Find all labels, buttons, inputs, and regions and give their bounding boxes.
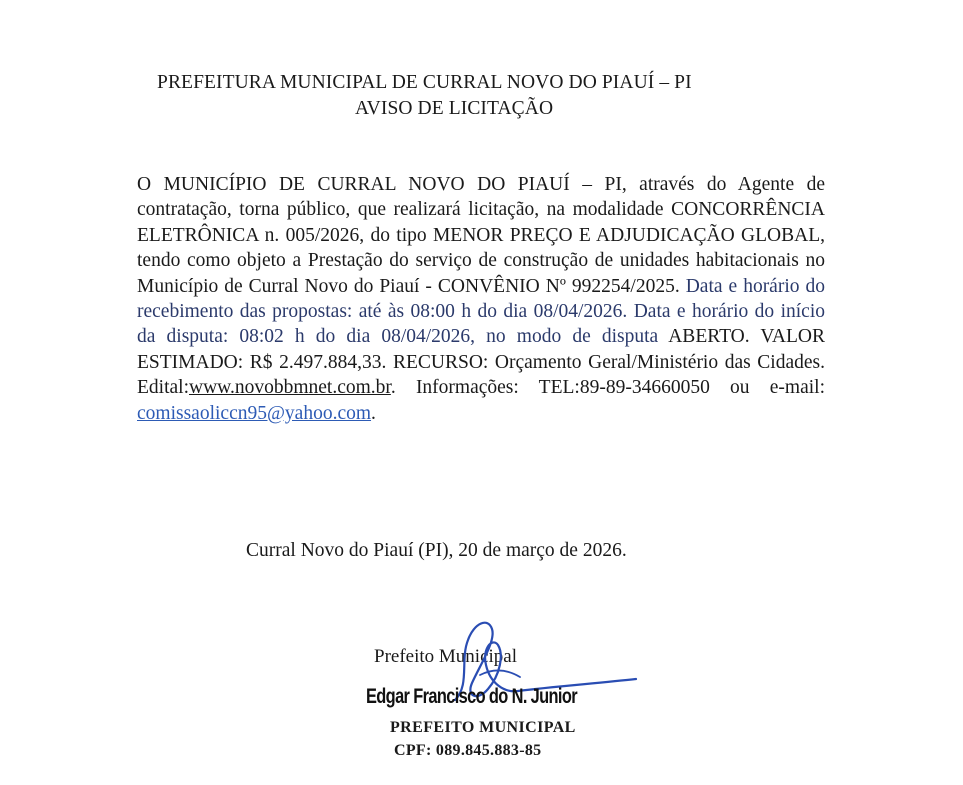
notice-body bbox=[137, 172, 825, 426]
signatory-cpf: CPF: 089.845.883-85 bbox=[394, 742, 542, 759]
signatory-title: Prefeito Municipal bbox=[374, 646, 517, 667]
issuer-title: PREFEITURA MUNICIPAL DE CURRAL NOVO DO PIAUÍ – PI bbox=[157, 72, 692, 93]
signatory-role: PREFEITO MUNICIPAL bbox=[390, 719, 576, 736]
notice-body-contact: . Informações: TEL:89-89-34660050 ou e-mail: bbox=[390, 377, 825, 399]
date-location: Curral Novo do Piauí (PI), 20 de março de 2026. bbox=[246, 540, 627, 561]
notice-body-intro: O MUNICÍPIO DE CURRAL NOVO DO PIAUÍ – PI, através do Agente de contratação, torna público, que realizará licitação, na modalidade CONCORRÊNCIA ELETRÔNICA n. 005/2026, do tipo MENOR PREÇO E ADJUDICAÇÃO GLOBAL, tendo como objeto a Prestação do serviço de construção de unidades habitacionais no Município de Curral Novo do Piauí - CONVÊNIO Nº 992254/2025. bbox=[137, 174, 825, 297]
email-link[interactable]: comissaoliccn95@yahoo.com bbox=[137, 402, 372, 424]
notice-body-dates: Data e horário do recebimento das propostas: até às 08:00 h do dia 08/04/2026. Data e horário do início da disputa: 08:02 h do dia 08/04/2026, no modo de disputa bbox=[137, 275, 826, 348]
notice-body-end: . bbox=[371, 402, 376, 424]
notice-body-values: ABERTO. VALOR ESTIMADO: R$ 2.497.884,33. RECURSO: Orçamento Geral/Ministério das Cidades. Edital: bbox=[137, 326, 825, 399]
edital-link[interactable]: www.novobbmnet.com.br bbox=[189, 377, 391, 399]
signatory-name: Edgar Francisco do N. Junior bbox=[366, 685, 577, 708]
notice-title: AVISO DE LICITAÇÃO bbox=[355, 98, 554, 119]
